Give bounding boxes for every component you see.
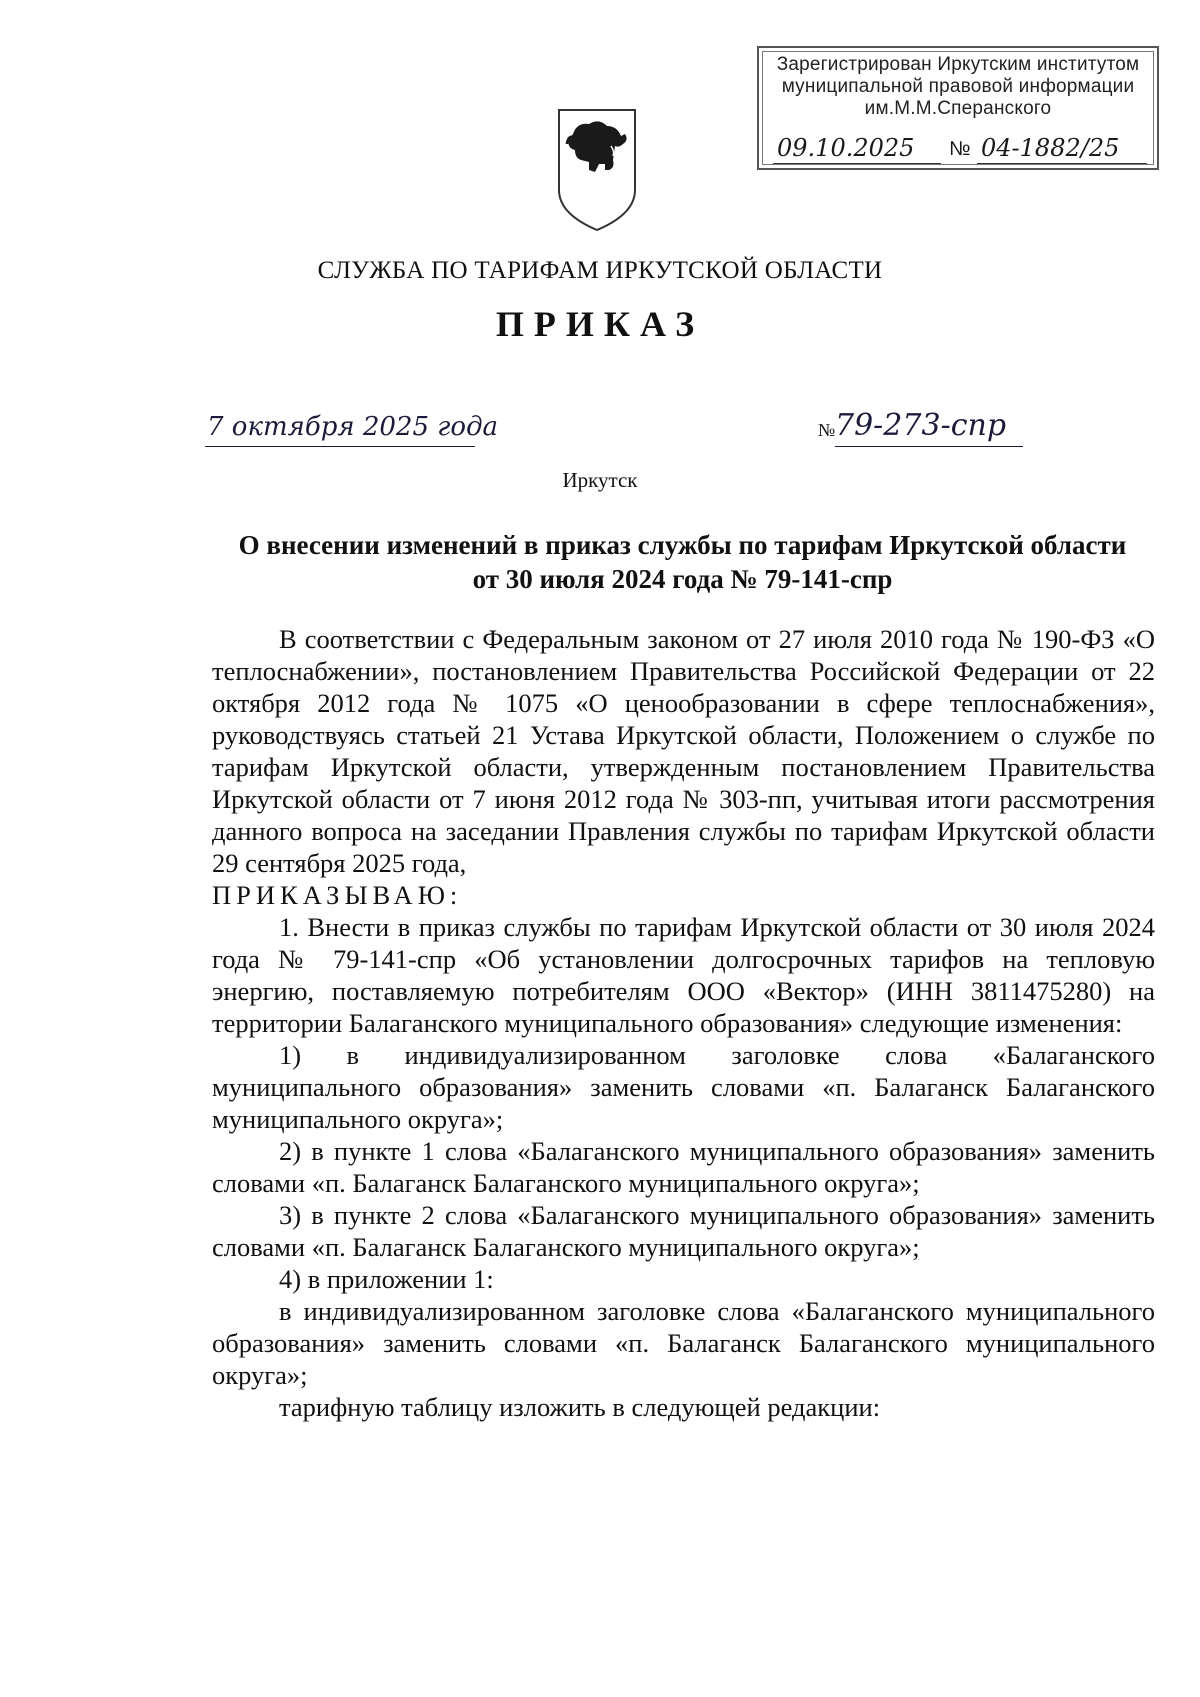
subitem-1-paragraph: 1) в индивидуализированном заголовке слова «Балаганского муниципального образования» заменить словами «п. Балаганск Балаганского муниципального округа»; xyxy=(212,1040,1155,1134)
subitem-3-paragraph: 3) в пункте 2 слова «Балаганского муниципального образования» заменить словами «п. Балаганск Балаганского муниципального округа»; xyxy=(212,1200,1155,1262)
registration-stamp xyxy=(757,46,1159,170)
order-number: 79-273-спр xyxy=(835,408,1007,443)
document-title: ПРИКАЗ xyxy=(495,304,705,344)
order-word: ПРИКАЗЫВАЮ: xyxy=(212,880,463,910)
subitem-4a-paragraph: в индивидуализированном заголовке слова «Балаганского муниципального образования» заменить словами «п. Балаганск Балаганского муниципального округа»; xyxy=(212,1296,1155,1390)
coat-of-arms-icon xyxy=(555,104,639,234)
stamp-line-1: Зарегистрирован Иркутским институтом xyxy=(776,54,1140,75)
stamp-number-label: № xyxy=(949,138,971,160)
stamp-number: 04-1882/25 xyxy=(981,134,1120,162)
subject-line-1: О внесении изменений в приказ службы по тарифам Иркутской области xyxy=(238,530,1127,560)
stamp-line-3: им.М.М.Сперанского xyxy=(864,98,1052,119)
order-number-underline xyxy=(835,446,1023,447)
order-subject xyxy=(210,528,1155,596)
stamp-number-rule xyxy=(977,163,1147,164)
preamble-paragraph: В соответствии с Федеральным законом от 27 июля 2010 года № 190-ФЗ «О теплоснабжении», постановлением Правительства Российской Федерации от 22 октября 2012 года № 1075 «О ценообразовании в сфере теплоснабжения», руководствуясь статьей 21 Устава Иркутской области, Положением о службе по тарифам Иркутской области, утвержденным постановлением Правительства Иркутской области от 7 июня 2012 года № 303-пп, учитывая итоги рассмотрения данного вопроса на заседании Правления службы по тарифам Иркутской области 29 сентября 2025 года, xyxy=(212,624,1155,878)
subject-line-2: от 30 июля 2024 года № 79-141-спр xyxy=(472,564,893,594)
order-body xyxy=(212,623,1155,1423)
order-date: 7 октября 2025 года xyxy=(207,412,499,442)
order-number-label: № xyxy=(818,420,836,440)
subitem-4b-paragraph: тарифную таблицу изложить в следующей редакции: xyxy=(279,1392,881,1422)
order-date-underline xyxy=(205,446,475,447)
city-name: Иркутск xyxy=(562,468,638,492)
item-1-paragraph: 1. Внести в приказ службы по тарифам Иркутской области от 30 июля 2024 года № 79-141-спр «Об установлении долгосрочных тарифов на тепловую энергию, поставляемую потребителям ООО «Вектор» (ИНН 3811475280) на территории Балаганского муниципального образования» следующие изменения: xyxy=(212,912,1155,1038)
stamp-date: 09.10.2025 xyxy=(777,134,915,162)
stamp-date-rule xyxy=(773,163,941,164)
subitem-4-paragraph: 4) в приложении 1: xyxy=(279,1264,494,1294)
stamp-line-2: муниципальной правовой информации xyxy=(781,76,1135,97)
subitem-2-paragraph: 2) в пункте 1 слова «Балаганского муниципального образования» заменить словами «п. Балаганск Балаганского муниципального округа»; xyxy=(212,1136,1155,1198)
organization-name: СЛУЖБА ПО ТАРИФАМ ИРКУТСКОЙ ОБЛАСТИ xyxy=(317,257,883,284)
